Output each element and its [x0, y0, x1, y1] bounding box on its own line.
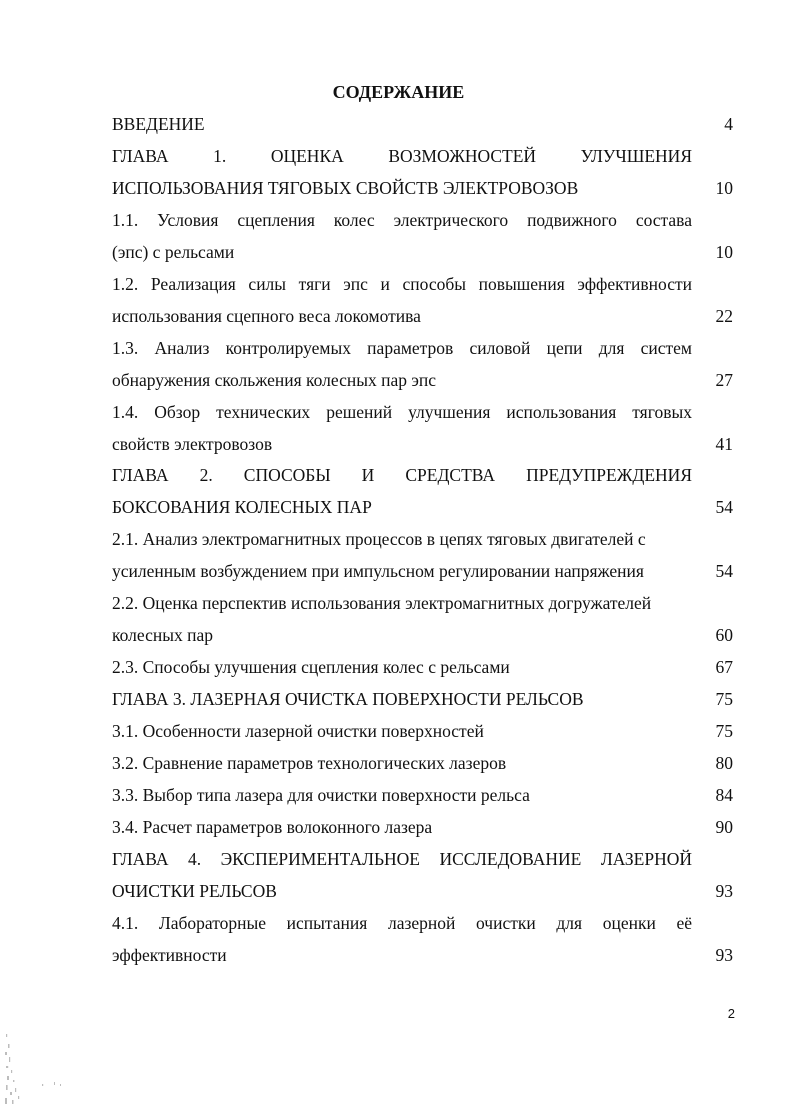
toc-page-1-4: 41	[715, 434, 733, 454]
toc-page-3-4: 90	[715, 817, 733, 837]
toc-entry-1-1-line2[interactable]: (эпс) с рельсами	[112, 242, 235, 262]
toc-page-intro: 4	[724, 114, 733, 134]
toc-page-1-2: 22	[715, 306, 733, 326]
toc-page-2-1: 54	[715, 561, 733, 581]
toc-entry-1-1-line1[interactable]: 1.1. Условия сцепления колес электрического подвижного состава	[112, 210, 692, 230]
toc-page-2-3: 67	[715, 657, 733, 677]
scan-artifact	[2, 1030, 72, 1110]
page-title: СОДЕРЖАНИЕ	[332, 82, 465, 102]
toc-entry-2-1-line1[interactable]: 2.1. Анализ электромагнитных процессов в цепях тяговых двигателей с	[112, 529, 646, 549]
toc-entry-ch1-line1[interactable]: ГЛАВА 1. ОЦЕНКА ВОЗМОЖНОСТЕЙ УЛУЧШЕНИЯ	[112, 146, 692, 166]
toc-entry-1-3-line2[interactable]: обнаружения скольжения колесных пар эпс	[112, 370, 436, 390]
toc-entry-1-3-line1[interactable]: 1.3. Анализ контролируемых параметров силовой цепи для систем	[112, 338, 692, 358]
toc-page-1-1: 10	[715, 242, 733, 262]
toc-page-3-1: 75	[715, 721, 733, 741]
toc-page-3-3: 84	[715, 785, 733, 805]
toc-page-3-2: 80	[715, 753, 733, 773]
toc-entry-ch4-line1[interactable]: ГЛАВА 4. ЭКСПЕРИМЕНТАЛЬНОЕ ИССЛЕДОВАНИЕ ЛАЗЕРНОЙ	[112, 849, 692, 869]
toc-entry-intro[interactable]: ВВЕДЕНИЕ	[112, 114, 205, 134]
toc-entry-ch2-line2[interactable]: БОКСОВАНИЯ КОЛЕСНЫХ ПАР	[112, 497, 372, 517]
toc-page-2-2: 60	[715, 625, 733, 645]
toc-entry-1-4-line2[interactable]: свойств электровозов	[112, 434, 273, 454]
toc-entry-ch2-line1[interactable]: ГЛАВА 2. СПОСОБЫ И СРЕДСТВА ПРЕДУПРЕЖДЕНИЯ	[112, 465, 692, 485]
toc-entry-4-1-line2[interactable]: эффективности	[112, 945, 227, 965]
toc-entry-2-1-line2[interactable]: усиленным возбуждением при импульсном регулировании напряжения	[112, 561, 644, 581]
toc-entry-1-4-line1[interactable]: 1.4. Обзор технических решений улучшения использования тяговых	[112, 402, 692, 422]
page-number: 2	[727, 1006, 735, 1021]
toc-entry-3-4[interactable]: 3.4. Расчет параметров волоконного лазера	[112, 817, 433, 837]
toc-entry-4-1-line1[interactable]: 4.1. Лабораторные испытания лазерной очистки для оценки её	[112, 913, 692, 933]
toc-entry-2-3[interactable]: 2.3. Способы улучшения сцепления колес с рельсами	[112, 657, 510, 677]
toc-entry-1-2-line2[interactable]: использования сцепного веса локомотива	[112, 306, 421, 326]
toc-entry-ch1-line2[interactable]: ИСПОЛЬЗОВАНИЯ ТЯГОВЫХ СВОЙСТВ ЭЛЕКТРОВОЗОВ	[112, 178, 579, 198]
toc-entry-1-2-line1[interactable]: 1.2. Реализация силы тяги эпс и способы повышения эффективности	[112, 274, 692, 294]
toc-page-ch4: 93	[715, 881, 733, 901]
toc-entry-3-2[interactable]: 3.2. Сравнение параметров технологических лазеров	[112, 753, 507, 773]
toc-page-4-1: 93	[715, 945, 733, 965]
toc-page-ch1: 10	[715, 178, 733, 198]
toc-page-ch3: 75	[715, 689, 733, 709]
toc-entry-3-1[interactable]: 3.1. Особенности лазерной очистки поверхностей	[112, 721, 484, 741]
toc-entry-2-2-line2[interactable]: колесных пар	[112, 625, 213, 645]
toc-entry-ch4-line2[interactable]: ОЧИСТКИ РЕЛЬСОВ	[112, 881, 277, 901]
toc-entry-2-2-line1[interactable]: 2.2. Оценка перспектив использования электромагнитных догружателей	[112, 593, 652, 613]
toc-entry-3-3[interactable]: 3.3. Выбор типа лазера для очистки поверхности рельса	[112, 785, 530, 805]
toc-page-1-3: 27	[715, 370, 733, 390]
toc-page-ch2: 54	[715, 497, 733, 517]
toc-entry-ch3[interactable]: ГЛАВА 3. ЛАЗЕРНАЯ ОЧИСТКА ПОВЕРХНОСТИ РЕЛЬСОВ	[112, 689, 584, 709]
